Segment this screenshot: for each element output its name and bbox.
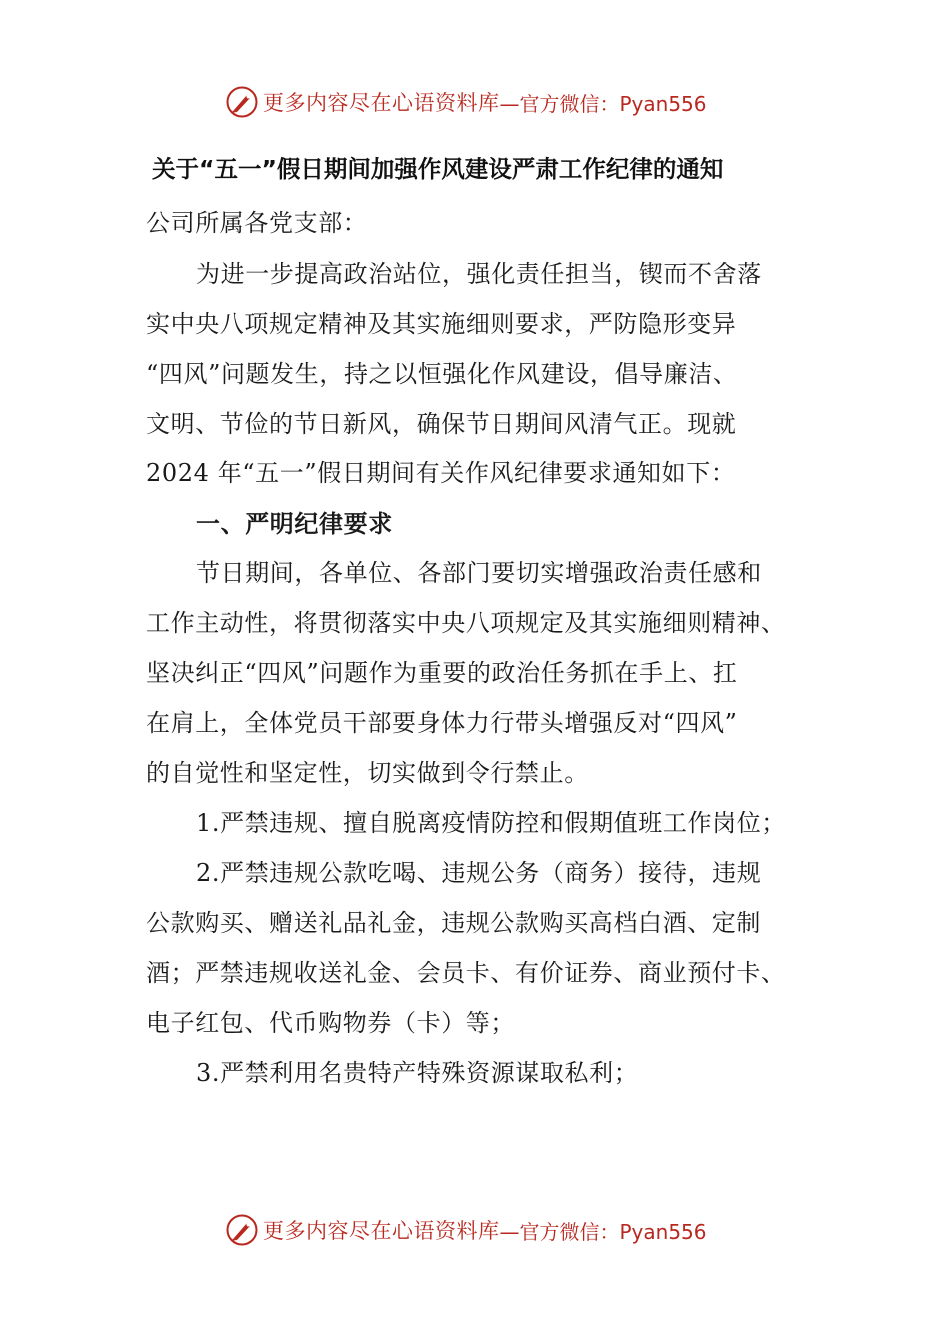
paragraph-line: 工作主动性，将贯彻落实中央八项规定及其实施细则精神、 [146,609,786,637]
list-item: 2.严禁违规公款吃喝、违规公务（商务）接待，违规 [196,859,762,887]
paragraph-line: 坚决纠正“四风”问题作为重要的政治任务抓在手上、扛 [146,659,738,687]
watermark-banner-bottom [225,1210,707,1250]
paragraph-line: 为进一步提高政治站位，强化责任担当，锲而不舍落 [196,260,762,288]
paragraph-line: 的自觉性和坚定性，切实做到令行禁止。 [146,759,589,787]
list-item: 1.严禁违规、擅自脱离疫情防控和假期值班工作岗位； [196,809,786,837]
list-item: 3.严禁利用名贵特产特殊资源谋取私利； [196,1059,639,1087]
paragraph-line: 在肩上，全体党员干部要身体力行带头增强反对“四风” [146,709,738,737]
paragraph-line: 公款购买、赠送礼品礼金，违规公款购买高档白酒、定制 [146,909,761,937]
watermark-contact: —官方微信：Pyan556 [499,91,707,116]
paragraph-line: 文明、节俭的节日新风，确保节日期间风清气正。现就 [146,410,737,438]
watermark-banner-top [225,82,707,122]
section-heading: 一、严明纪律要求 [196,510,393,538]
paragraph-line: 电子红包、代币购物券（卡）等； [146,1009,515,1037]
paragraph-line: “四风”问题发生，持之以恒强化作风建设，倡导廉洁、 [146,360,738,388]
paragraph-line: 实中央八项规定精神及其实施细则要求，严防隐形变异 [146,310,737,338]
paragraph-line: 2024 年“五一”假日期间有关作风纪律要求通知如下： [146,459,736,487]
document-title: 关于“五一”假日期间加强作风建设严肃工作纪律的通知 [152,155,724,183]
pen-nib-logo-icon [225,1213,259,1247]
paragraph-line: 节日期间，各单位、各部门要切实增强政治责任感和 [196,559,762,587]
pen-nib-logo-icon [225,85,259,119]
salutation: 公司所属各党支部： [146,209,368,237]
watermark-brand: 更多内容尽在心语资料库 [263,1219,500,1243]
watermark-brand: 更多内容尽在心语资料库 [263,91,500,115]
paragraph-line: 酒；严禁违规收送礼金、会员卡、有价证券、商业预付卡、 [146,959,786,987]
watermark-contact: —官方微信：Pyan556 [499,1219,707,1244]
